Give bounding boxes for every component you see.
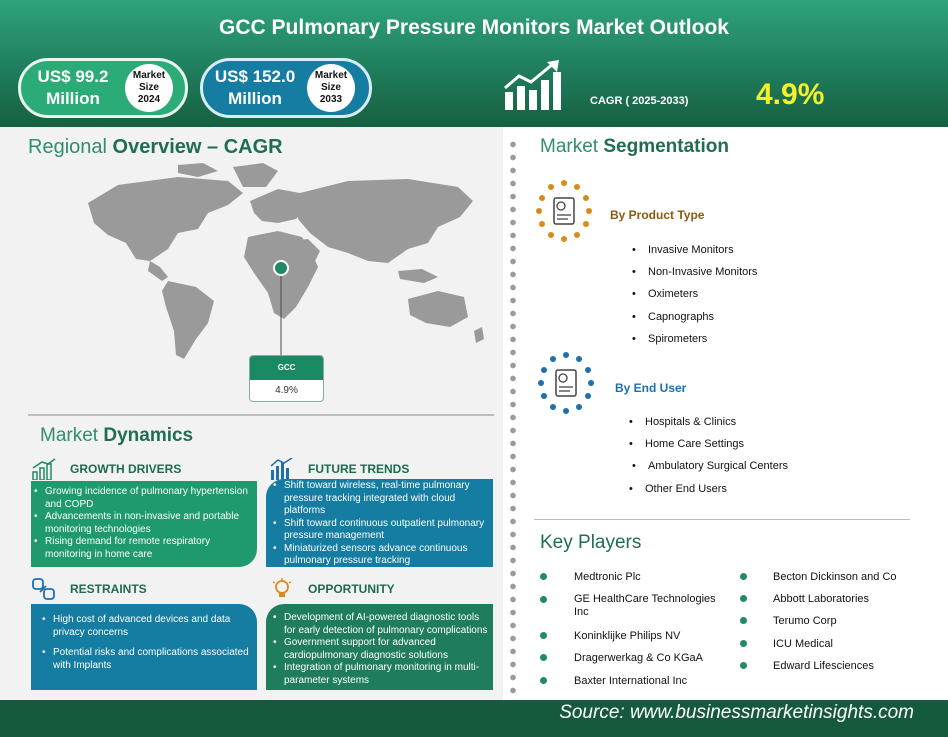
opportunity-item: • Integration of pulmonary monitoring in multi-parameter systems [270,662,491,687]
restraint-item: • High cost of advanced devices and data privacy concerns [39,614,251,639]
key-player-name: ICU Medical [773,638,833,650]
key-players-title: Key Players [540,532,642,553]
gcc-cagr-value: 4.9% [275,385,298,396]
trend-bars-icon [270,458,294,480]
restraints-heading: RESTRAINTS [32,578,147,600]
product-type-item: • Capnographs [648,311,714,323]
gcc-callout [249,355,324,402]
key-player-name: Koninklijke Philips NV [574,630,681,642]
key-player-name: Dragerwerkag & Co KGaA [574,652,703,664]
source-link[interactable]: Source: www.businessmarketinsights.com [559,702,914,723]
key-player-name: Medtronic Plc [574,571,641,583]
product-type-item: • Spirometers [648,333,707,345]
regional-overview-title: Regional Overview – CAGR [28,136,283,158]
market-size-2033-pill [200,58,372,118]
future-trends-box [266,479,493,567]
dotted-divider [510,138,516,694]
market-size-2024-badge: Market Size 2024 [125,64,173,112]
key-players-divider [534,519,910,520]
growth-drivers-box [31,481,257,567]
product-type-title: By Product Type [610,208,705,222]
opportunity-item: • Development of AI-powered diagnostic tools for early detection of pulmonary complications [270,612,491,637]
future-trends-heading: FUTURE TRENDS [270,458,409,480]
player-bullet-icon [540,654,547,661]
opportunity-box [266,604,493,690]
key-player-name: Edward Lifesciences [773,660,874,672]
key-player-name: Becton Dickinson and Co [773,571,897,583]
growth-drivers-heading: GROWTH DRIVERS [32,458,181,480]
bar-growth-icon [32,458,56,480]
key-player-name: Terumo Corp [773,615,837,627]
key-player-name: Abbott Laboratories [773,593,870,605]
key-player-name: GE HealthCare Technologies Inc [574,593,716,618]
opportunity-heading: OPPORTUNITY [270,578,395,600]
player-bullet-icon [540,632,547,639]
player-bullet-icon [740,617,747,624]
product-type-item: • Oximeters [648,288,698,300]
future-trend-item: • Shift toward wireless, real-time pulmonary pressure tracking integrated with cloud platforms [270,480,491,518]
broken-link-icon [32,578,56,600]
future-trend-item: • Miniaturized sensors advance continuous pulmonary pressure tracking [270,543,491,568]
lightbulb-icon [270,578,294,600]
player-bullet-icon [540,596,547,603]
product-type-item: • Non-Invasive Monitors [648,266,757,278]
restraint-item: • Potential risks and complications associated with Implants [39,647,251,672]
growth-driver-item: • Rising demand for remote respiratory monitoring in home care [31,536,253,561]
market-segmentation-title: Market Segmentation [540,136,729,157]
gcc-region-label: GCC [250,356,323,380]
player-bullet-icon [740,662,747,669]
market-size-2033-value: US$ 152.0 Million [214,67,296,108]
cagr-label: CAGR ( 2025-2033) [590,95,689,107]
player-bullet-icon [740,573,747,580]
growth-driver-item: • Advancements in non-invasive and portable monitoring technologies [31,511,253,536]
player-bullet-icon [540,677,547,684]
key-player-name: Baxter International Inc [574,675,688,687]
cagr-value: 4.9% [756,78,825,111]
growth-driver-item: • Growing incidence of pulmonary hypertension and COPD [31,486,253,511]
player-bullet-icon [740,595,747,602]
product-type-icon [535,180,593,242]
opportunity-item: • Government support for advanced cardiopulmonary diagnostic solutions [270,637,491,662]
future-trend-item: • Shift toward continuous outpatient pulmonary pressure management [270,518,491,543]
player-bullet-icon [740,640,747,647]
market-dynamics-title: Market Dynamics [40,425,194,446]
end-user-item: • Hospitals & Clinics [645,416,736,428]
end-user-icon [537,352,595,414]
end-user-title: By End User [615,381,687,395]
market-size-2024-pill [18,58,188,118]
market-size-2024-value: US$ 99.2 Million [37,67,109,108]
market-size-2033-badge: Market Size 2033 [307,64,355,112]
end-user-item: • Ambulatory Surgical Centers [648,460,788,472]
world-map [28,163,498,363]
section-divider [28,414,494,416]
end-user-item: • Other End Users [645,483,727,495]
page-title: GCC Pulmonary Pressure Monitors Market Outlook [219,16,729,39]
product-type-item: • Invasive Monitors [648,244,734,256]
restraints-box [31,604,257,690]
growth-chart-icon [503,60,565,112]
end-user-item: • Home Care Settings [645,438,744,450]
player-bullet-icon [540,573,547,580]
